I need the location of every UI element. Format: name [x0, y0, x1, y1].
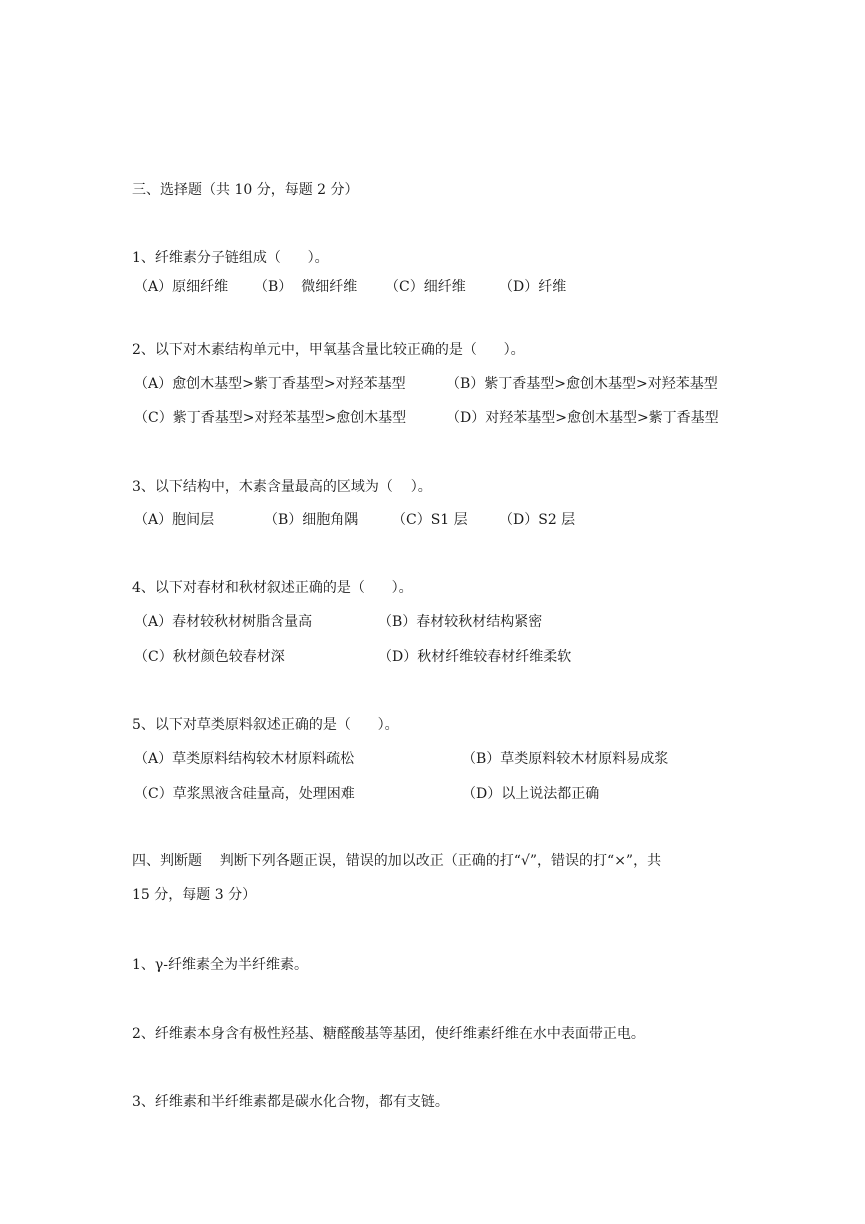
question-5-option-b: （B）草类原料较木材原料易成浆	[462, 751, 669, 767]
question-3-option-c: （C）S1 层	[392, 512, 468, 528]
question-4-option-a: （A）春材较秋材树脂含量高	[134, 614, 313, 630]
question-2-option-b: （B）紫丁香基型>愈创木基型>对羟苯基型	[446, 376, 718, 392]
question-4-option-c: （C）秋材颜色较春材深	[134, 649, 285, 665]
question-1-option-a: （A）原细纤维	[134, 279, 229, 295]
question-3-option-b: （B）细胞角隅	[264, 512, 359, 528]
judgment-item-1: 1、γ-纤维素全为半纤维素。	[132, 957, 309, 973]
section-4-heading-continued: 15 分，每题 3 分）	[132, 887, 257, 903]
question-2-option-d: （D）对羟苯基型>愈创木基型>紫丁香基型	[446, 410, 719, 426]
question-5-stem: 5、以下对草类原料叙述正确的是（ ）。	[132, 717, 399, 733]
question-1-option-d: （D）纤维	[499, 279, 567, 295]
question-3-option-d: （D）S2 层	[499, 512, 576, 528]
question-2-stem: 2、以下对木素结构单元中，甲氧基含量比较正确的是（ ）。	[132, 342, 525, 358]
question-5-option-a: （A）草类原料结构较木材原料疏松	[134, 751, 355, 767]
judgment-item-2: 2、纤维素本身含有极性羟基、糖醛酸基等基团，使纤维素纤维在水中表面带正电。	[132, 1026, 645, 1042]
question-1-stem: 1、纤维素分子链组成（ ）。	[132, 250, 329, 266]
section-4-heading: 四、判断题 判断下列各题正误，错误的加以改正（正确的打“√”，错误的打“×”，共	[132, 853, 662, 869]
question-3-option-a: （A）胞间层	[134, 512, 215, 528]
question-4-option-b: （B）春材较秋材结构紧密	[378, 614, 543, 630]
question-1-option-b: （B） 微细纤维	[254, 279, 358, 295]
question-2-option-a: （A）愈创木基型>紫丁香基型>对羟苯基型	[134, 376, 406, 392]
section-3-heading: 三、选择题（共 10 分，每题 2 分）	[132, 182, 359, 198]
question-3-stem: 3、以下结构中，木素含量最高的区域为（ ）。	[132, 479, 432, 495]
question-5-option-d: （D）以上说法都正确	[462, 786, 600, 802]
question-1-option-c: （C）细纤维	[385, 279, 466, 295]
judgment-item-3: 3、纤维素和半纤维素都是碳水化合物，都有支链。	[132, 1094, 449, 1110]
question-4-option-d: （D）秋材纤维较春材纤维柔软	[378, 649, 572, 665]
question-2-option-c: （C）紫丁香基型>对羟苯基型>愈创木基型	[134, 410, 407, 426]
question-5-option-c: （C）草浆黑液含硅量高，处理困难	[134, 786, 355, 802]
question-4-stem: 4、以下对春材和秋材叙述正确的是（ ）。	[132, 580, 413, 596]
